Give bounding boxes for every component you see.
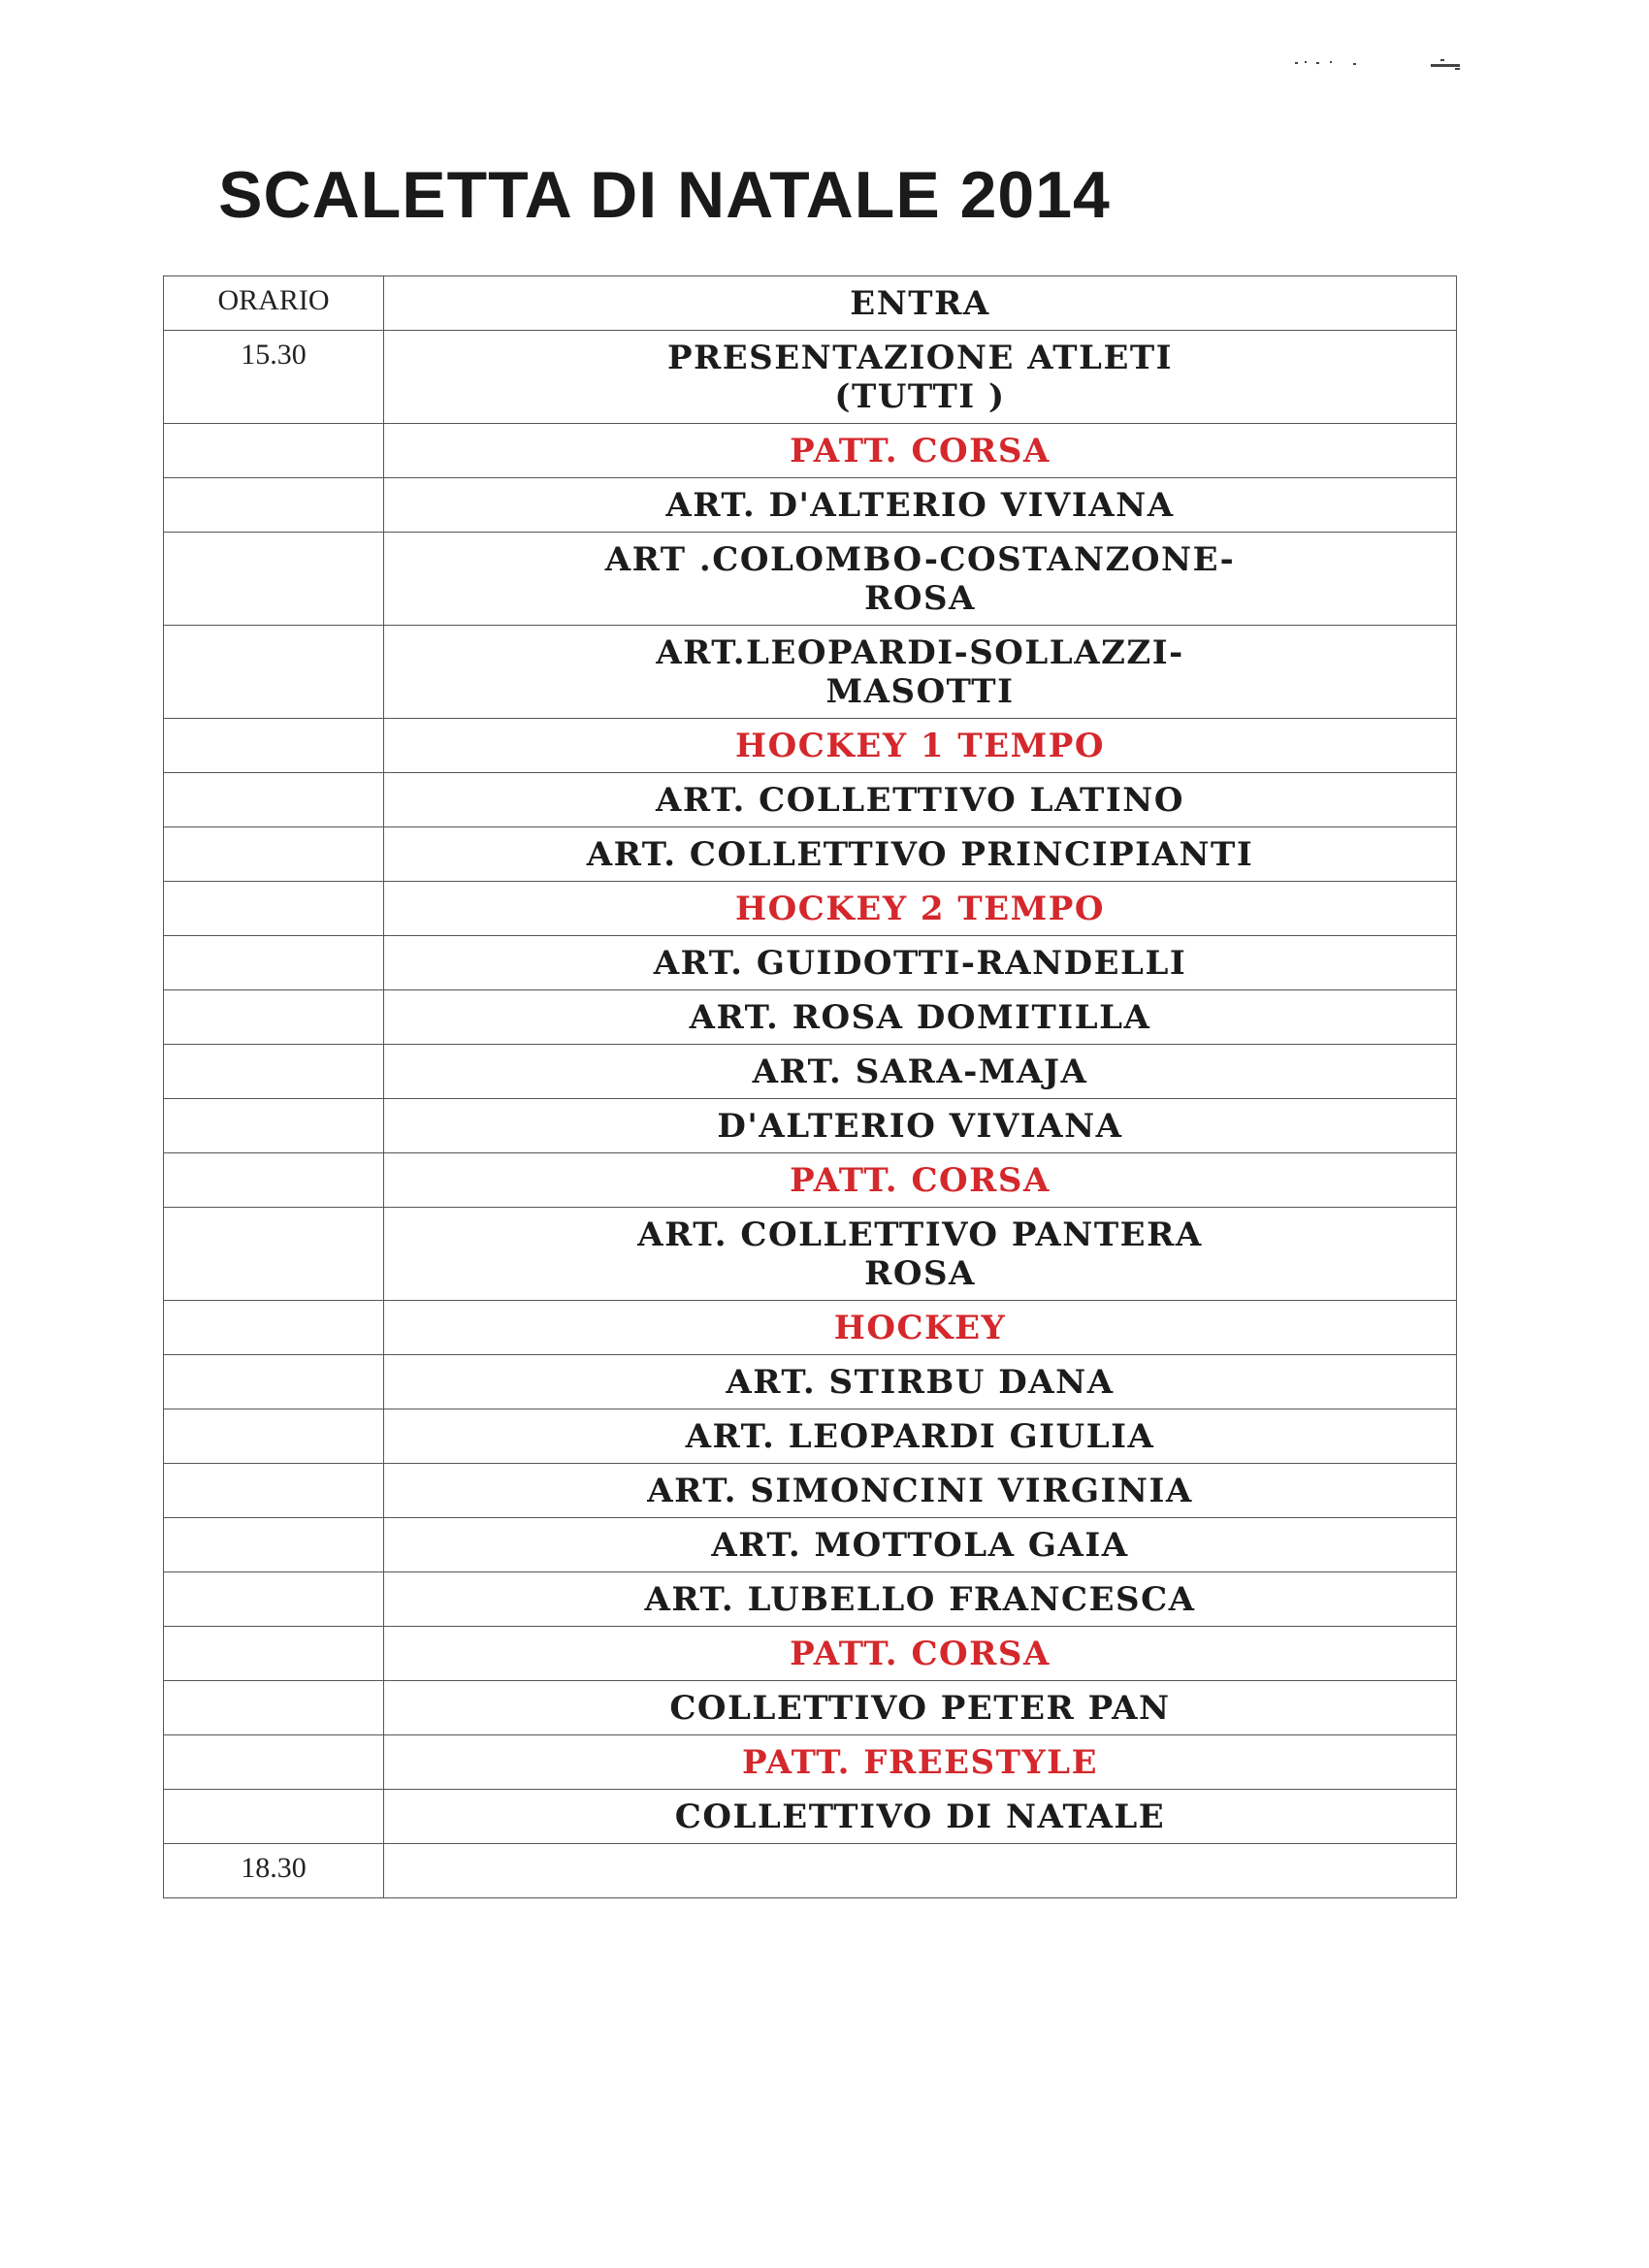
row-time: 15.30 xyxy=(164,331,384,424)
act-line: ART. SIMONCINI VIRGINIA xyxy=(647,1471,1193,1510)
table-row xyxy=(164,1355,1457,1409)
act-line: HOCKEY 1 TEMPO xyxy=(735,726,1105,765)
act-name xyxy=(384,1355,1457,1409)
act-line: HOCKEY xyxy=(833,1308,1007,1347)
act-line: ART. D'ALTERIO VIVIANA xyxy=(665,485,1175,525)
act-line: ART. COLLETTIVO PANTERA xyxy=(637,1215,1203,1254)
row-time xyxy=(164,1790,384,1844)
scan-speck-marks xyxy=(1295,56,1508,76)
row-time xyxy=(164,1208,384,1301)
table-row xyxy=(164,1153,1457,1208)
row-time xyxy=(164,773,384,827)
act-line: PATT. CORSA xyxy=(790,431,1051,470)
act-line: ART. ROSA DOMITILLA xyxy=(689,997,1151,1037)
section-heading xyxy=(384,1735,1457,1790)
act-name xyxy=(384,1681,1457,1735)
act-name xyxy=(384,773,1457,827)
act-line: ROSA xyxy=(864,1253,976,1293)
act-name xyxy=(384,1518,1457,1572)
act-name xyxy=(384,1844,1457,1898)
table-row xyxy=(164,533,1457,626)
act-line: COLLETTIVO DI NATALE xyxy=(674,1797,1166,1836)
row-time xyxy=(164,990,384,1045)
act-name xyxy=(384,1790,1457,1844)
act-line: MASOTTI xyxy=(825,671,1015,711)
table-row xyxy=(164,1844,1457,1898)
act-name xyxy=(384,478,1457,533)
table-row xyxy=(164,1208,1457,1301)
act-name xyxy=(384,827,1457,882)
act-name xyxy=(384,533,1457,626)
row-time xyxy=(164,1681,384,1735)
row-time xyxy=(164,1735,384,1790)
table-row xyxy=(164,1518,1457,1572)
section-heading xyxy=(384,882,1457,936)
row-time xyxy=(164,1301,384,1355)
table-row xyxy=(164,719,1457,773)
act-line: ART. GUIDOTTI-RANDELLI xyxy=(653,943,1187,983)
table-row xyxy=(164,478,1457,533)
row-time xyxy=(164,1409,384,1464)
section-heading xyxy=(384,1301,1457,1355)
act-line: ART. LEOPARDI GIULIA xyxy=(685,1416,1155,1456)
table-row xyxy=(164,1572,1457,1627)
table-row xyxy=(164,827,1457,882)
act-line: ART .COLOMBO-COSTANZONE- xyxy=(604,539,1236,579)
table-row xyxy=(164,1790,1457,1844)
row-time xyxy=(164,1464,384,1518)
table-row xyxy=(164,990,1457,1045)
act-column-header: ENTRA xyxy=(384,276,1457,331)
row-time xyxy=(164,936,384,990)
row-time xyxy=(164,719,384,773)
row-time xyxy=(164,1045,384,1099)
row-time xyxy=(164,882,384,936)
table-row xyxy=(164,1045,1457,1099)
table-row xyxy=(164,1681,1457,1735)
row-time xyxy=(164,424,384,478)
act-line: PATT. CORSA xyxy=(790,1634,1051,1673)
act-line: PRESENTAZIONE ATLETI xyxy=(666,338,1174,377)
row-time xyxy=(164,1518,384,1572)
table-row xyxy=(164,936,1457,990)
section-heading xyxy=(384,1153,1457,1208)
row-time xyxy=(164,1355,384,1409)
act-line: ART. STIRBU DANA xyxy=(726,1362,1115,1402)
row-time: 18.30 xyxy=(164,1844,384,1898)
act-name xyxy=(384,990,1457,1045)
act-name xyxy=(384,1464,1457,1518)
table-row xyxy=(164,1099,1457,1153)
table-header-row xyxy=(164,276,1457,331)
row-time xyxy=(164,1153,384,1208)
row-time xyxy=(164,626,384,719)
row-time xyxy=(164,1572,384,1627)
section-heading xyxy=(384,719,1457,773)
row-time xyxy=(164,533,384,626)
page-title: SCALETTA DI NATALE 2014 xyxy=(218,158,1111,232)
act-line: ROSA xyxy=(864,578,976,618)
table-row xyxy=(164,626,1457,719)
row-time xyxy=(164,478,384,533)
table-row xyxy=(164,1627,1457,1681)
table-row xyxy=(164,424,1457,478)
section-heading xyxy=(384,1627,1457,1681)
table-row xyxy=(164,1409,1457,1464)
act-name xyxy=(384,626,1457,719)
act-line: COLLETTIVO PETER PAN xyxy=(669,1688,1171,1728)
act-line: D'ALTERIO VIVIANA xyxy=(717,1106,1123,1146)
section-heading xyxy=(384,424,1457,478)
table-row xyxy=(164,1301,1457,1355)
act-line: HOCKEY 2 TEMPO xyxy=(735,889,1105,928)
act-line: ART. COLLETTIVO LATINO xyxy=(656,780,1184,820)
act-name xyxy=(384,331,1457,424)
act-name xyxy=(384,1409,1457,1464)
row-time xyxy=(164,827,384,882)
table-row xyxy=(164,331,1457,424)
act-line: ART. MOTTOLA GAIA xyxy=(711,1525,1129,1565)
act-name xyxy=(384,936,1457,990)
act-name xyxy=(384,1208,1457,1301)
table-row xyxy=(164,1735,1457,1790)
act-line: PATT. FREESTYLE xyxy=(742,1742,1098,1782)
table-row xyxy=(164,1464,1457,1518)
act-name xyxy=(384,1099,1457,1153)
act-name xyxy=(384,1572,1457,1627)
act-line: PATT. CORSA xyxy=(790,1160,1051,1200)
table-row xyxy=(164,773,1457,827)
act-line: ART. COLLETTIVO PRINCIPIANTI xyxy=(586,834,1254,874)
act-name xyxy=(384,1045,1457,1099)
table-row xyxy=(164,882,1457,936)
act-line: (TUTTI ) xyxy=(834,376,1006,416)
act-line: ART. LUBELLO FRANCESCA xyxy=(644,1579,1196,1619)
schedule-table xyxy=(163,275,1457,1898)
act-line: ART. SARA-MAJA xyxy=(752,1052,1088,1091)
row-time xyxy=(164,1627,384,1681)
row-time xyxy=(164,1099,384,1153)
act-line: ART.LEOPARDI-SOLLAZZI- xyxy=(656,632,1184,672)
time-column-header: ORARIO xyxy=(164,276,384,331)
